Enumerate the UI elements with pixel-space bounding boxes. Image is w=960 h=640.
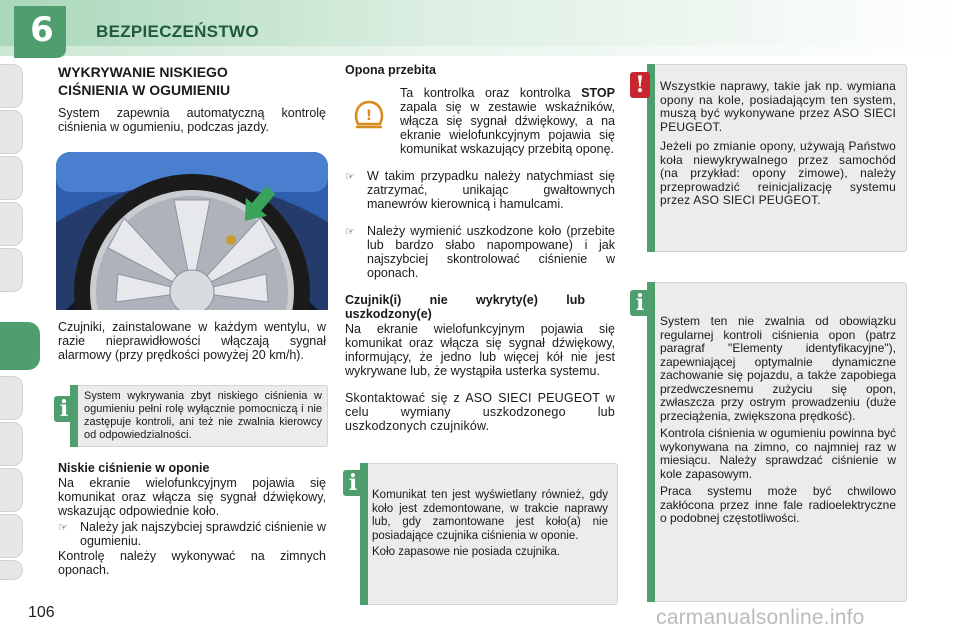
info-right-p2: Kontrola ciśnienia w ogumieniu powinna być wykonywana na zimno, co najmniej raz w miesiącu. Należy sprawdzać ciśnienie w kole zapasowym. <box>660 426 896 481</box>
flat-bullet-2-text: Należy wymienić uszkodzone koło (przebite lub bardzo słabo napompowane) i jak najszybciej skontrolować ciśnienie w oponach. <box>367 224 615 280</box>
tyre-pressure-warning-icon <box>352 98 386 132</box>
main-heading-line2: CIŚNIENIA W OGUMIENIU <box>58 82 231 98</box>
flat-tyre-text <box>400 86 615 156</box>
flat-tyre-text-post: zapala się w zestawie wskaźników, włącza się sygnał dźwiękowy, a na ekranie wielofunkcyjnym pojawia się komunikat wskazujący przebitą oponę. <box>400 100 615 156</box>
main-heading-line1: WYKRYWANIE NISKIEGO <box>58 64 228 80</box>
low-pressure-footer: Kontrolę należy wykonywać na zimnych oponach. <box>58 549 326 577</box>
watermark: carmanualsonline.info <box>656 606 865 629</box>
side-tab[interactable] <box>0 202 23 246</box>
info-box-bar <box>647 282 655 602</box>
pointing-hand-icon: ☞ <box>58 521 68 534</box>
warning-p2: Jeżeli po zmianie opony, używają Państwo koła niewykrywalnego przez samochód (na przykład: opony zimowe), należy przeprowadzić reinicjalizację systemu przez ASO SIECI PEUGEOT. <box>660 139 896 207</box>
flat-bullet-1-text: W takim przypadku należy natychmiast się zatrzymać, unikając gwałtownych manewrów kierownicą i hamulcami. <box>367 169 615 211</box>
low-pressure-text: Na ekranie wielofunkcyjnym pojawia się komunikat oraz włącza się sygnał dźwiękowy, wskazując odpowiednie koło. <box>58 476 326 518</box>
low-pressure-bullet <box>58 520 326 548</box>
side-tab[interactable] <box>0 376 23 420</box>
info-icon: i <box>343 470 363 496</box>
section-title: BEZPIECZEŃSTWO <box>96 22 259 41</box>
flat-bullet-1 <box>345 169 615 211</box>
chapter-number: 6 <box>30 10 54 50</box>
low-pressure-heading: Niskie ciśnienie w oponie <box>58 461 210 475</box>
side-tab[interactable] <box>0 514 23 558</box>
info-middle-p1: Komunikat ten jest wyświetlany również, gdy koło jest zdemontowane, w trakcie naprawy lub, gdy zamontowane jest koło(a) nie posiadające czujnika ciśnienia w oponie. <box>372 489 608 542</box>
info-icon: i <box>54 396 74 422</box>
sensor-text: Na ekranie wielofunkcyjnym pojawia się komunikat oraz włącza się sygnał dźwiękowy, informujący, że jedno lub więcej kół nie jest wykrywane lub, że wystąpiła usterka systemu. <box>345 322 615 378</box>
stop-label: STOP <box>581 86 615 100</box>
low-pressure-bullet-text: Należy jak najszybciej sprawdzić ciśnienie w ogumieniu. <box>80 520 326 548</box>
info-icon: i <box>630 290 650 316</box>
info-note-left: System wykrywania zbyt niskiego ciśnienia w ogumieniu pełni rolę wyłącznie pomocniczą i nie zastępuje kontroli, ani też nie zwalnia kierowcy od odpowiedzialności. <box>84 390 322 441</box>
warning-text <box>660 80 896 208</box>
warning-p1: Wszystkie naprawy, takie jak np. wymiana opony na kole, posiadającym ten system, muszą być wykonywane przez ASO SIECI PEUGEOT. <box>660 79 896 134</box>
side-tab-active[interactable] <box>0 322 40 370</box>
info-right-p1: System ten nie zwalnia od obowiązku regularnej kontroli ciśnienia opon (patrz paragraf "Elementy identyfikacyjne"), zapewniającej optymalnie dynamiczne zachowanie się pojazdu, a także zapobiega przedwczesnemu zużyciu się opon, zwłaszcza przy ostrym prowadzeniu (duże przeciążenia, zwiększona prędkość). <box>660 314 896 423</box>
warning-icon: ! <box>630 72 650 98</box>
flat-bullet-2 <box>345 224 615 280</box>
side-tab[interactable] <box>0 248 23 292</box>
side-tab[interactable] <box>0 468 23 512</box>
pointing-hand-icon: ☞ <box>345 170 355 183</box>
info-right-text <box>660 315 896 526</box>
side-tab[interactable] <box>0 64 23 108</box>
sensor-heading: Czujnik(i) nie wykryty(e) lub uszkodzony(e) <box>345 293 585 321</box>
left-title <box>58 63 330 99</box>
info-middle-p2: Koło zapasowe nie posiada czujnika. <box>372 546 560 558</box>
info-middle-text <box>372 489 608 560</box>
side-tab[interactable] <box>0 110 23 154</box>
side-tab[interactable] <box>0 156 23 200</box>
intro-text: System zapewnia automatyczną kontrolę ciśnienia w ogumieniu, podczas jazdy. <box>58 106 326 134</box>
info-right-p3: Praca systemu może być chwilowo zakłócona przez inne fale radioelektryczne o podobnej częstotliwości. <box>660 484 896 525</box>
svg-text:!: ! <box>365 108 373 124</box>
sensors-text: Czujniki, zainstalowane w każdym wentylu, w razie nieprawidłowości włączają sygnał alarmowy (przy prędkości powyżej 20 km/h). <box>58 320 326 362</box>
contact-text: Skontaktować się z ASO SIECI PEUGEOT w celu wymiany uszkodzonego lub uszkodzonych czujników. <box>345 391 615 433</box>
pointing-hand-icon: ☞ <box>345 225 355 238</box>
side-tab[interactable] <box>0 422 23 466</box>
flat-tyre-heading: Opona przebita <box>345 63 436 77</box>
page-number: 106 <box>28 604 55 621</box>
flat-tyre-text-pre: Ta kontrolka oraz kontrolka <box>400 86 571 100</box>
wheel-sensor-image <box>56 152 328 310</box>
side-tab[interactable] <box>0 560 23 580</box>
